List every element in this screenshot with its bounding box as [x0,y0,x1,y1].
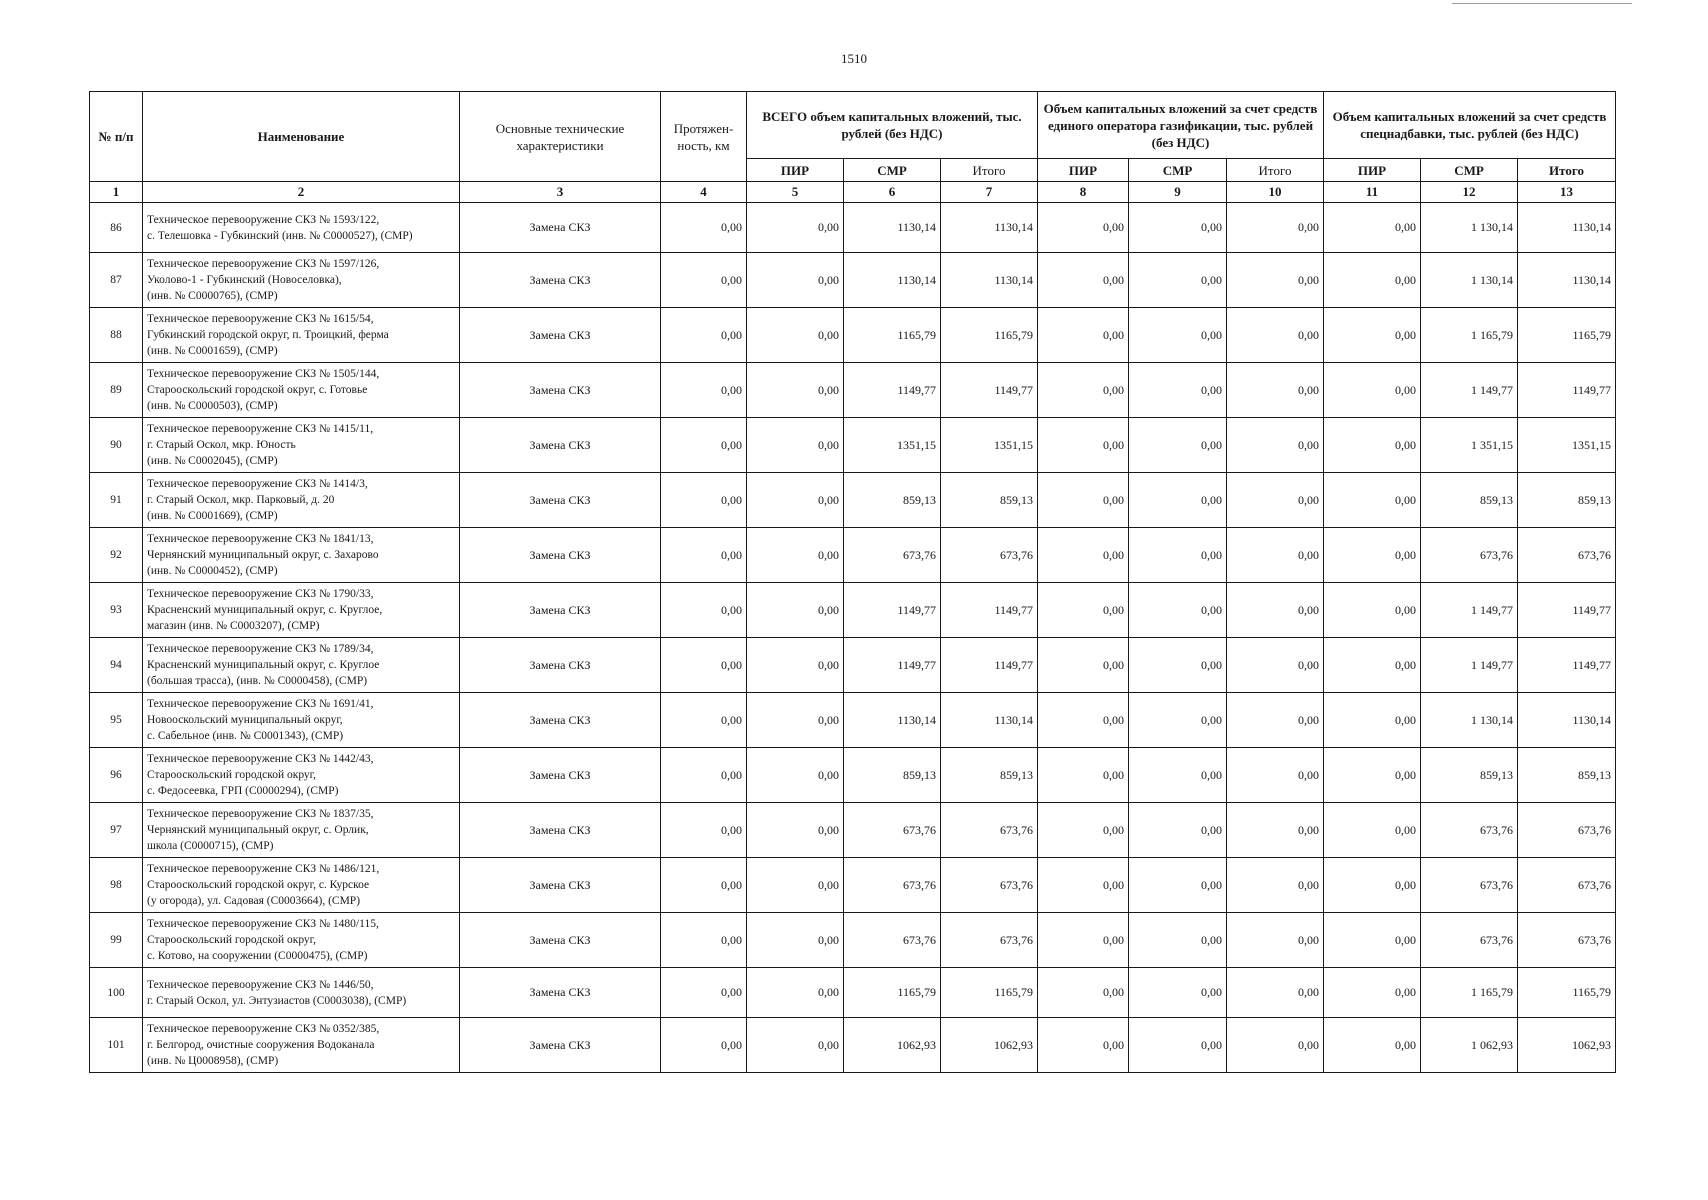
table-row [90,308,1616,363]
row-name: Техническое перевооружение СКЗ № 1480/115, Старооскольский городской округ, с. Котово, на сооружении (С0000475), (СМР) [143,913,460,968]
row-operator-smr: 0,00 [1129,473,1227,528]
row-characteristics: Замена СКЗ [460,968,661,1018]
header-group-special: Объем капитальных вложений за счет средств спецнадбавки, тыс. рублей (без НДС) [1324,92,1616,159]
row-total-sum: 1062,93 [941,1018,1038,1073]
row-characteristics: Замена СКЗ [460,693,661,748]
row-operator-pir: 0,00 [1038,638,1129,693]
row-number: 99 [90,913,143,968]
row-total-sum: 1130,14 [941,203,1038,253]
table-row [90,638,1616,693]
row-operator-sum: 0,00 [1227,308,1324,363]
row-operator-pir: 0,00 [1038,803,1129,858]
row-operator-pir: 0,00 [1038,253,1129,308]
row-total-smr: 1130,14 [844,253,941,308]
row-total-smr: 1149,77 [844,638,941,693]
header-group-operator: Объем капитальных вложений за счет средств единого оператора газификации, тыс. рублей (без НДС) [1038,92,1324,159]
row-name: Техническое перевооружение СКЗ № 1486/121, Старооскольский городской округ, с. Курское (у огорода), ул. Садовая (С0003664), (СМР) [143,858,460,913]
row-special-smr: 1 130,14 [1421,253,1518,308]
row-number: 94 [90,638,143,693]
row-number: 97 [90,803,143,858]
table-row [90,913,1616,968]
row-special-pir: 0,00 [1324,308,1421,363]
row-characteristics: Замена СКЗ [460,858,661,913]
row-total-smr: 1130,14 [844,693,941,748]
row-name: Техническое перевооружение СКЗ № 1837/35, Чернянский муниципальный округ, с. Орлик, школа (С0000715), (СМР) [143,803,460,858]
row-total-smr: 859,13 [844,473,941,528]
row-operator-sum: 0,00 [1227,638,1324,693]
top-rule [1452,3,1632,4]
row-length: 0,00 [661,803,747,858]
row-total-smr: 859,13 [844,748,941,803]
row-name: Техническое перевооружение СКЗ № 1597/126, Уколово-1 - Губкинский (Новоселовка), (инв. № С0000765), (СМР) [143,253,460,308]
header-row-number: № п/п [90,92,143,182]
row-operator-pir: 0,00 [1038,968,1129,1018]
row-number: 87 [90,253,143,308]
row-operator-smr: 0,00 [1129,748,1227,803]
row-characteristics: Замена СКЗ [460,528,661,583]
table-row [90,418,1616,473]
row-special-pir: 0,00 [1324,473,1421,528]
row-operator-sum: 0,00 [1227,528,1324,583]
row-operator-sum: 0,00 [1227,583,1324,638]
row-total-sum: 673,76 [941,528,1038,583]
table-row [90,203,1616,253]
table-body [90,203,1616,1073]
row-name: Техническое перевооружение СКЗ № 1691/41, Новооскольский муниципальный округ, с. Сабельное (инв. № С0001343), (СМР) [143,693,460,748]
row-special-smr: 859,13 [1421,473,1518,528]
row-total-sum: 1130,14 [941,693,1038,748]
row-name: Техническое перевооружение СКЗ № 1615/54, Губкинский городской округ, п. Троицкий, ферма (инв. № С0001659), (СМР) [143,308,460,363]
row-special-sum: 1149,77 [1518,638,1616,693]
row-operator-pir: 0,00 [1038,528,1129,583]
row-total-smr: 673,76 [844,528,941,583]
row-operator-sum: 0,00 [1227,1018,1324,1073]
row-total-pir: 0,00 [747,473,844,528]
row-total-pir: 0,00 [747,803,844,858]
row-total-sum: 859,13 [941,748,1038,803]
row-operator-smr: 0,00 [1129,308,1227,363]
row-operator-smr: 0,00 [1129,418,1227,473]
row-total-pir: 0,00 [747,203,844,253]
row-special-pir: 0,00 [1324,913,1421,968]
row-operator-pir: 0,00 [1038,693,1129,748]
row-special-smr: 1 165,79 [1421,968,1518,1018]
row-characteristics: Замена СКЗ [460,363,661,418]
capital-investment-table [89,91,1616,1073]
row-name: Техническое перевооружение СКЗ № 1414/3, г. Старый Оскол, мкр. Парковый, д. 20 (инв. № С0001669), (СМР) [143,473,460,528]
row-special-smr: 1 351,15 [1421,418,1518,473]
table-row [90,473,1616,528]
column-number: 3 [460,182,661,203]
column-number: 5 [747,182,844,203]
row-length: 0,00 [661,418,747,473]
row-total-sum: 673,76 [941,803,1038,858]
row-operator-smr: 0,00 [1129,528,1227,583]
row-total-pir: 0,00 [747,968,844,1018]
row-total-sum: 673,76 [941,858,1038,913]
row-number: 92 [90,528,143,583]
row-special-smr: 1 130,14 [1421,693,1518,748]
row-special-sum: 1149,77 [1518,363,1616,418]
row-total-pir: 0,00 [747,253,844,308]
row-operator-sum: 0,00 [1227,203,1324,253]
row-name: Техническое перевооружение СКЗ № 1593/122, с. Телешовка - Губкинский (инв. № С0000527), (СМР) [143,203,460,253]
row-length: 0,00 [661,363,747,418]
table-row [90,803,1616,858]
row-special-sum: 673,76 [1518,858,1616,913]
row-special-smr: 673,76 [1421,858,1518,913]
row-name: Техническое перевооружение СКЗ № 1505/144, Старооскольский городской округ, с. Готовье (инв. № С0000503), (СМР) [143,363,460,418]
header-operator-sum: Итого [1227,159,1324,182]
row-total-pir: 0,00 [747,1018,844,1073]
row-length: 0,00 [661,528,747,583]
row-characteristics: Замена СКЗ [460,748,661,803]
row-special-sum: 1062,93 [1518,1018,1616,1073]
table-row [90,363,1616,418]
header-special-smr: СМР [1421,159,1518,182]
row-name: Техническое перевооружение СКЗ № 0352/385, г. Белгород, очистные сооружения Водоканала (инв. № Ц0008958), (СМР) [143,1018,460,1073]
row-special-smr: 1 062,93 [1421,1018,1518,1073]
row-name: Техническое перевооружение СКЗ № 1446/50, г. Старый Оскол, ул. Энтузиастов (С0003038), (СМР) [143,968,460,1018]
row-length: 0,00 [661,1018,747,1073]
row-total-sum: 1351,15 [941,418,1038,473]
row-operator-smr: 0,00 [1129,693,1227,748]
row-total-sum: 859,13 [941,473,1038,528]
row-characteristics: Замена СКЗ [460,913,661,968]
row-number: 86 [90,203,143,253]
row-length: 0,00 [661,913,747,968]
row-number: 98 [90,858,143,913]
header-operator-pir: ПИР [1038,159,1129,182]
row-total-smr: 1062,93 [844,1018,941,1073]
row-total-pir: 0,00 [747,528,844,583]
row-length: 0,00 [661,203,747,253]
row-operator-pir: 0,00 [1038,1018,1129,1073]
column-number: 4 [661,182,747,203]
row-total-sum: 673,76 [941,913,1038,968]
row-total-sum: 1130,14 [941,253,1038,308]
row-special-smr: 859,13 [1421,748,1518,803]
row-characteristics: Замена СКЗ [460,638,661,693]
row-total-sum: 1149,77 [941,638,1038,693]
row-special-smr: 673,76 [1421,803,1518,858]
row-special-pir: 0,00 [1324,253,1421,308]
row-operator-pir: 0,00 [1038,308,1129,363]
row-length: 0,00 [661,968,747,1018]
row-total-smr: 673,76 [844,803,941,858]
header-total-sum: Итого [941,159,1038,182]
column-number-row [90,182,1616,203]
row-characteristics: Замена СКЗ [460,253,661,308]
row-length: 0,00 [661,473,747,528]
row-length: 0,00 [661,693,747,748]
row-name: Техническое перевооружение СКЗ № 1790/33, Красненский муниципальный округ, с. Круглое, магазин (инв. № С0003207), (СМР) [143,583,460,638]
row-total-smr: 1130,14 [844,203,941,253]
row-operator-sum: 0,00 [1227,968,1324,1018]
row-operator-pir: 0,00 [1038,583,1129,638]
row-characteristics: Замена СКЗ [460,203,661,253]
row-total-smr: 673,76 [844,913,941,968]
row-special-smr: 673,76 [1421,913,1518,968]
row-special-sum: 859,13 [1518,473,1616,528]
row-special-pir: 0,00 [1324,858,1421,913]
row-operator-smr: 0,00 [1129,363,1227,418]
row-name: Техническое перевооружение СКЗ № 1789/34, Красненский муниципальный округ, с. Круглое (большая трасса), (инв. № С0000458), (СМР) [143,638,460,693]
row-number: 89 [90,363,143,418]
header-special-sum: Итого [1518,159,1616,182]
row-special-sum: 673,76 [1518,803,1616,858]
row-operator-sum: 0,00 [1227,693,1324,748]
column-number: 12 [1421,182,1518,203]
table-row [90,748,1616,803]
column-number: 9 [1129,182,1227,203]
row-total-smr: 673,76 [844,858,941,913]
header-group-total: ВСЕГО объем капитальных вложений, тыс. рублей (без НДС) [747,92,1038,159]
row-special-pir: 0,00 [1324,1018,1421,1073]
row-total-pir: 0,00 [747,418,844,473]
row-operator-sum: 0,00 [1227,858,1324,913]
page-number: 1510 [841,51,867,66]
header-total-pir: ПИР [747,159,844,182]
column-number: 13 [1518,182,1616,203]
row-operator-smr: 0,00 [1129,253,1227,308]
row-total-smr: 1351,15 [844,418,941,473]
row-characteristics: Замена СКЗ [460,473,661,528]
row-special-sum: 673,76 [1518,913,1616,968]
row-total-pir: 0,00 [747,913,844,968]
row-operator-pir: 0,00 [1038,748,1129,803]
row-total-sum: 1149,77 [941,583,1038,638]
row-number: 91 [90,473,143,528]
row-operator-smr: 0,00 [1129,1018,1227,1073]
row-characteristics: Замена СКЗ [460,583,661,638]
column-number: 6 [844,182,941,203]
row-special-pir: 0,00 [1324,693,1421,748]
row-length: 0,00 [661,638,747,693]
row-special-smr: 1 149,77 [1421,638,1518,693]
row-operator-pir: 0,00 [1038,473,1129,528]
row-total-pir: 0,00 [747,748,844,803]
column-number: 11 [1324,182,1421,203]
row-special-smr: 1 149,77 [1421,363,1518,418]
row-special-sum: 1165,79 [1518,308,1616,363]
row-total-sum: 1165,79 [941,968,1038,1018]
row-total-pir: 0,00 [747,583,844,638]
row-special-pir: 0,00 [1324,363,1421,418]
column-number: 10 [1227,182,1324,203]
table-row [90,968,1616,1018]
row-total-pir: 0,00 [747,638,844,693]
row-operator-sum: 0,00 [1227,253,1324,308]
row-length: 0,00 [661,253,747,308]
row-operator-sum: 0,00 [1227,803,1324,858]
row-length: 0,00 [661,583,747,638]
row-special-sum: 1130,14 [1518,253,1616,308]
row-special-pir: 0,00 [1324,638,1421,693]
row-name: Техническое перевооружение СКЗ № 1442/43, Старооскольский городской округ, с. Федосеевка, ГРП (С0000294), (СМР) [143,748,460,803]
table-row [90,858,1616,913]
row-name: Техническое перевооружение СКЗ № 1415/11, г. Старый Оскол, мкр. Юность (инв. № С0002045), (СМР) [143,418,460,473]
row-characteristics: Замена СКЗ [460,1018,661,1073]
row-total-pir: 0,00 [747,858,844,913]
row-operator-pir: 0,00 [1038,913,1129,968]
row-operator-sum: 0,00 [1227,913,1324,968]
row-operator-pir: 0,00 [1038,858,1129,913]
row-total-smr: 1149,77 [844,583,941,638]
row-operator-smr: 0,00 [1129,858,1227,913]
row-special-pir: 0,00 [1324,803,1421,858]
row-operator-smr: 0,00 [1129,913,1227,968]
row-special-smr: 1 130,14 [1421,203,1518,253]
row-operator-pir: 0,00 [1038,203,1129,253]
header-total-smr: СМР [844,159,941,182]
row-number: 100 [90,968,143,1018]
header-name: Наименование [143,92,460,182]
row-operator-smr: 0,00 [1129,203,1227,253]
row-special-sum: 859,13 [1518,748,1616,803]
column-number: 8 [1038,182,1129,203]
row-special-pir: 0,00 [1324,418,1421,473]
row-special-pir: 0,00 [1324,583,1421,638]
row-special-pir: 0,00 [1324,203,1421,253]
column-number: 7 [941,182,1038,203]
row-operator-smr: 0,00 [1129,583,1227,638]
column-number: 1 [90,182,143,203]
row-number: 93 [90,583,143,638]
table-row [90,1018,1616,1073]
row-total-smr: 1149,77 [844,363,941,418]
row-operator-sum: 0,00 [1227,363,1324,418]
row-characteristics: Замена СКЗ [460,418,661,473]
row-total-pir: 0,00 [747,363,844,418]
row-total-smr: 1165,79 [844,308,941,363]
row-special-sum: 1149,77 [1518,583,1616,638]
row-total-sum: 1149,77 [941,363,1038,418]
row-number: 101 [90,1018,143,1073]
row-special-pir: 0,00 [1324,748,1421,803]
row-operator-smr: 0,00 [1129,638,1227,693]
row-special-sum: 673,76 [1518,528,1616,583]
column-number: 2 [143,182,460,203]
row-operator-pir: 0,00 [1038,363,1129,418]
row-total-pir: 0,00 [747,308,844,363]
row-special-sum: 1165,79 [1518,968,1616,1018]
row-name: Техническое перевооружение СКЗ № 1841/13, Чернянский муниципальный округ, с. Захарово (инв. № С0000452), (СМР) [143,528,460,583]
row-characteristics: Замена СКЗ [460,803,661,858]
table-row [90,253,1616,308]
row-operator-pir: 0,00 [1038,418,1129,473]
row-length: 0,00 [661,748,747,803]
row-number: 95 [90,693,143,748]
row-total-pir: 0,00 [747,693,844,748]
row-special-sum: 1130,14 [1518,203,1616,253]
row-characteristics: Замена СКЗ [460,308,661,363]
header-length: Протяжен-ность, км [661,92,747,182]
row-length: 0,00 [661,308,747,363]
row-special-smr: 673,76 [1421,528,1518,583]
row-operator-sum: 0,00 [1227,418,1324,473]
row-length: 0,00 [661,858,747,913]
row-special-pir: 0,00 [1324,528,1421,583]
row-special-sum: 1130,14 [1518,693,1616,748]
row-number: 90 [90,418,143,473]
row-total-sum: 1165,79 [941,308,1038,363]
row-special-smr: 1 149,77 [1421,583,1518,638]
row-operator-sum: 0,00 [1227,748,1324,803]
table-row [90,583,1616,638]
header-operator-smr: СМР [1129,159,1227,182]
row-special-smr: 1 165,79 [1421,308,1518,363]
row-total-smr: 1165,79 [844,968,941,1018]
row-number: 96 [90,748,143,803]
row-operator-smr: 0,00 [1129,968,1227,1018]
row-operator-sum: 0,00 [1227,473,1324,528]
header-special-pir: ПИР [1324,159,1421,182]
row-special-sum: 1351,15 [1518,418,1616,473]
table-row [90,528,1616,583]
row-operator-smr: 0,00 [1129,803,1227,858]
header-characteristics: Основные технические характеристики [460,92,661,182]
row-number: 88 [90,308,143,363]
table-row [90,693,1616,748]
row-special-pir: 0,00 [1324,968,1421,1018]
